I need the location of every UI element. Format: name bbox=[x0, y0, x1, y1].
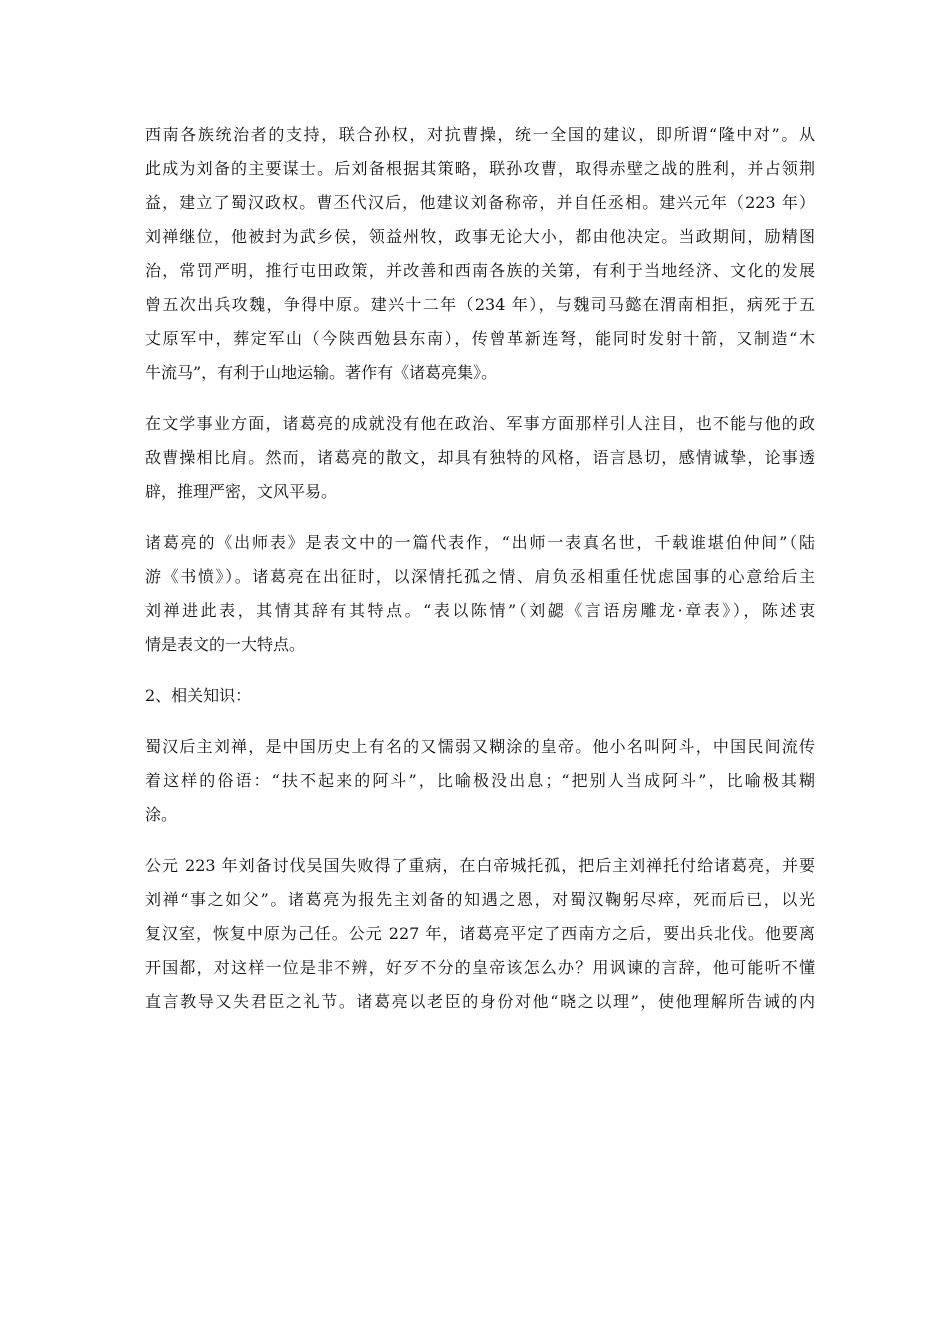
text-line: 复汉室，恢复中原为己任。公元 227 年，诸葛亮平定了西南方之后，要出兵北伐。他要离 bbox=[145, 924, 815, 943]
paragraph-chushibiao bbox=[145, 526, 815, 662]
text-line: 刘禅继位，他被封为武乡侯，领益州牧，政事无论大小，都由他决定。当政期间，励精图 bbox=[145, 227, 815, 246]
section-heading-related-knowledge bbox=[145, 679, 815, 713]
text-line: 此成为刘备的主要谋士。后刘备根据其策略，联孙攻曹，取得赤壁之战的胜利，并占领荆 bbox=[145, 159, 815, 178]
section-heading: 2、相关知识： bbox=[145, 686, 252, 705]
text-line: 在文学事业方面，诸葛亮的成就没有他在政治、军事方面那样引人注目，也不能与他的政 bbox=[145, 414, 815, 433]
text-line: 蜀汉后主刘禅，是中国历史上有名的又懦弱又糊涂的皇帝。他小名叫阿斗，中国民间流传 bbox=[145, 737, 815, 756]
text-line: 游《书愤》）。诸葛亮在出征时，以深情托孤之情、肩负丞相重任忧虑国事的心意给后主 bbox=[145, 567, 815, 586]
paragraph-biography bbox=[145, 118, 815, 390]
paragraph-background bbox=[145, 849, 815, 1019]
text-line: 刘禅进此表，其情其辞有其特点。“表以陈情”（刘勰《言语房雕龙·章表》），陈述衷 bbox=[145, 601, 815, 620]
paragraph-literary bbox=[145, 407, 815, 509]
document-body bbox=[145, 118, 815, 1036]
text-line: 曾五次出兵攻魏，争得中原。建兴十二年（234 年），与魏司马懿在渭南相拒，病死于五 bbox=[145, 295, 815, 314]
text-line: 刘禅“事之如父”。诸葛亮为报先主刘备的知遇之恩，对蜀汉鞠躬尽瘁，死而后已，以光 bbox=[145, 890, 815, 909]
text-line: 丈原军中，葬定军山（今陕西勉县东南），传曾革新连弩，能同时发射十箭，又制造“木 bbox=[145, 329, 815, 348]
paragraph-liushan bbox=[145, 730, 815, 832]
text-line: 辟，推理严密，文风平易。 bbox=[145, 482, 338, 501]
text-line: 敌曹操相比肩。然而，诸葛亮的散文，却具有独特的风格，语言恳切，感情诚挚，论事透 bbox=[145, 448, 815, 467]
text-line: 涂。 bbox=[145, 805, 178, 824]
text-line: 诸葛亮的《出师表》是表文中的一篇代表作，“出师一表真名世，千载谁堪伯仲间”（陆 bbox=[145, 533, 815, 552]
text-line: 牛流马”，有利于山地运输。著作有《诸葛亮集》。 bbox=[145, 363, 498, 382]
text-line: 情是表文的一大特点。 bbox=[145, 635, 306, 654]
text-line: 直言教导又失君臣之礼节。诸葛亮以老臣的身份对他“晓之以理”，使他理解所告诫的内 bbox=[145, 992, 815, 1011]
text-line: 西南各族统治者的支持，联合孙权，对抗曹操，统一全国的建议，即所谓“隆中对”。从 bbox=[145, 125, 815, 144]
text-line: 治，常罚严明，推行屯田政策，并改善和西南各族的关第，有利于当地经济、文化的发展 bbox=[145, 261, 815, 280]
text-line: 公元 223 年刘备讨伐吴国失败得了重病，在白帝城托孤，把后主刘禅托付给诸葛亮，并要 bbox=[145, 856, 815, 875]
text-line: 着这样的俗语：“扶不起来的阿斗”，比喻极没出息；“把别人当成阿斗”，比喻极其糊 bbox=[145, 771, 815, 790]
text-line: 开国都，对这样一位是非不辨，好歹不分的皇帝该怎么办？用讽谏的言辞，他可能听不懂 bbox=[145, 958, 815, 977]
text-line: 益，建立了蜀汉政权。曹丕代汉后，他建议刘备称帝，并自任丞相。建兴元年（223 年） bbox=[145, 193, 815, 212]
